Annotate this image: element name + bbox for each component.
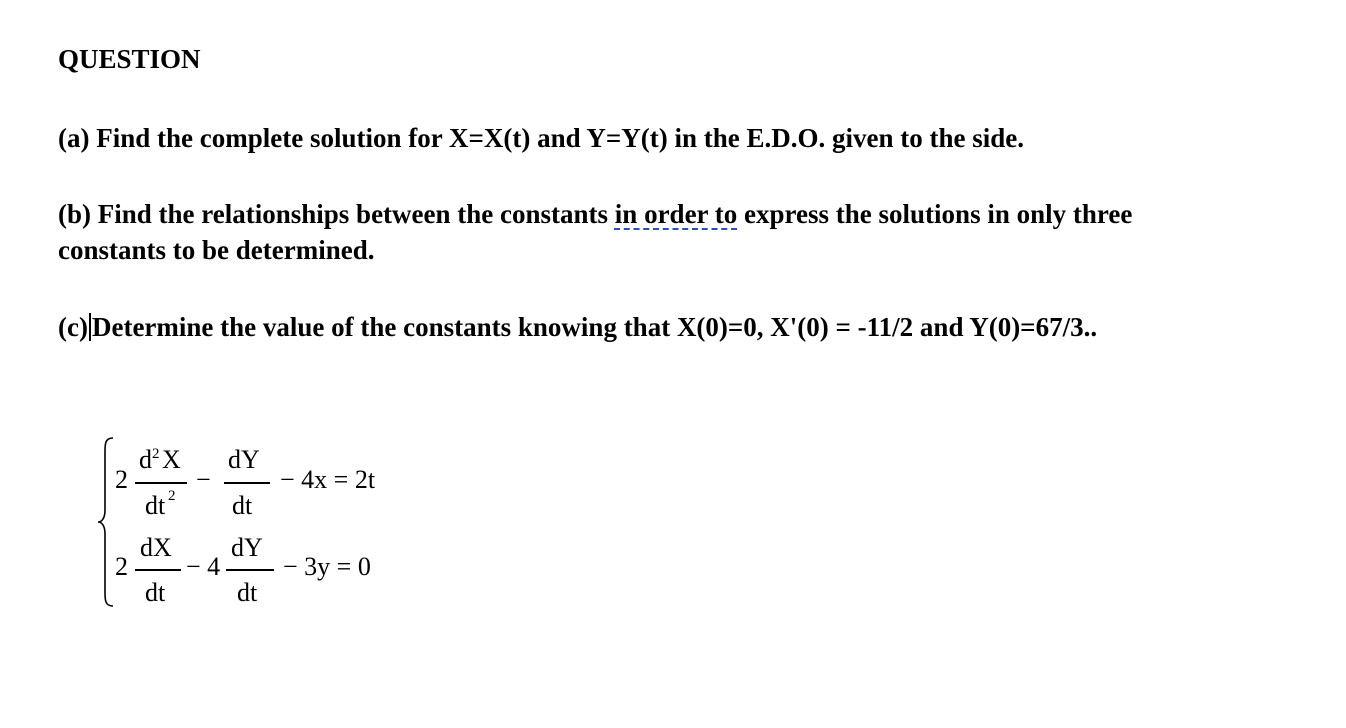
eq1-num1-d: d — [139, 445, 152, 474]
part-b-post: express the solutions in only three — [737, 199, 1133, 229]
eq2-den2: dt — [237, 578, 258, 607]
eq1-op1: − — [196, 465, 211, 494]
eq2-tail: − 3y = 0 — [283, 552, 371, 581]
eq2-coef: 2 — [115, 552, 128, 581]
eq2-mid: − 4 — [186, 552, 221, 581]
grammar-underline[interactable]: in order to — [614, 199, 738, 229]
eq1-den1-sup: 2 — [168, 488, 176, 504]
eq1-num1-sup: 2 — [152, 446, 160, 462]
part-b-pre: (b) Find the relationships between the constants — [58, 199, 615, 229]
eq1-den2: dt — [232, 491, 253, 520]
eq1-num2: dY — [228, 445, 260, 474]
eq1-tail: − 4x = 2t — [280, 465, 376, 494]
heading: QUESTION — [58, 44, 201, 74]
eq1-fraction1-bar — [135, 482, 187, 484]
part-c-body: Determine the value of the constants knowing that X(0)=0, X'(0) = -11/2 and Y(0)=67/3.. — [91, 312, 1098, 342]
eq2-fraction1-bar — [135, 569, 181, 571]
left-brace — [96, 436, 116, 608]
eq1-num1-var: X — [162, 445, 181, 474]
eq2-num2: dY — [231, 533, 263, 562]
eq2-den1: dt — [145, 578, 166, 607]
eq1-coef: 2 — [115, 465, 128, 494]
eq1-fraction2-bar — [224, 482, 270, 484]
eq2-fraction2-bar — [226, 569, 274, 571]
part-b-line2: constants to be determined. — [58, 235, 375, 265]
part-a-text: (a) Find the complete solution for X=X(t) and Y=Y(t) in the E.D.O. given to the side. — [58, 123, 1024, 153]
part-c-prefix: (c) — [58, 312, 88, 342]
eq1-den1: dt — [145, 491, 166, 520]
eq2-num1: dX — [140, 533, 172, 562]
